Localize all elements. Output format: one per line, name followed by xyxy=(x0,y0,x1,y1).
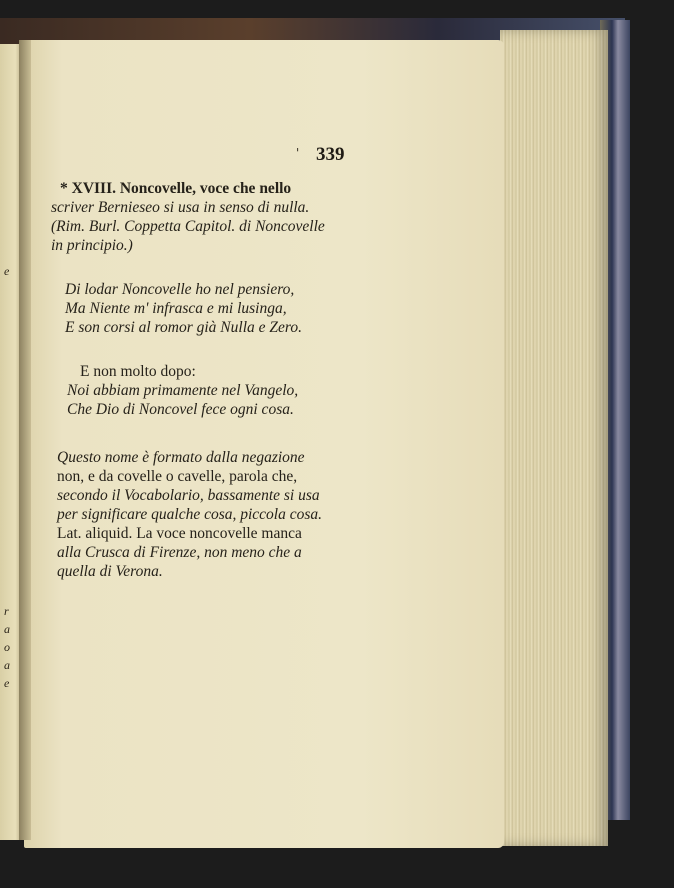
paragraph-line: per significare qualche cosa, piccola cosa. xyxy=(57,506,323,523)
verse-intro: E non molto dopo: xyxy=(80,363,196,380)
paragraph-line: quella di Verona. xyxy=(57,563,163,580)
verse-line: Di lodar Noncovelle ho nel pensiero, xyxy=(65,281,295,298)
verse-line: E son corsi al romor già Nulla e Zero. xyxy=(65,319,302,336)
left-page-fragment: a xyxy=(4,658,10,672)
paragraph-line: Lat. aliquid. La voce noncovelle manca xyxy=(57,525,302,542)
paragraph-line: secondo il Vocabolario, bassamente si usa xyxy=(57,487,320,504)
verse-line: Che Dio di Noncovel fece ogni cosa. xyxy=(67,401,294,418)
page-gutter xyxy=(19,40,31,840)
left-page-fragment: o xyxy=(4,640,10,654)
page-number: 339 xyxy=(316,144,345,165)
left-page-fragment: e xyxy=(4,676,10,690)
paragraph-line: alla Crusca di Firenze, non meno che a xyxy=(57,544,302,561)
paragraph-line: non, e da covelle o cavelle, parola che, xyxy=(57,468,298,485)
printer-mark: ' xyxy=(296,146,300,160)
verse-line: Noi abbiam primamente nel Vangelo, xyxy=(67,382,299,399)
entry-line: * XVIII. Noncovelle, voce che nello xyxy=(60,180,292,197)
left-page-fragment: a xyxy=(4,622,10,636)
paragraph-line: Questo nome è formato dalla negazione xyxy=(57,449,305,466)
page-stack-edges xyxy=(500,30,608,846)
verse-line: Ma Niente m' infrasca e mi lusinga, xyxy=(65,300,287,317)
entry-line: (Rim. Burl. Coppetta Capitol. di Noncovelle xyxy=(51,218,325,235)
entry-line: scriver Bernieseo si usa in senso di nulla. xyxy=(51,199,310,216)
left-page-fragment: r xyxy=(4,604,9,618)
left-page-fragment: e xyxy=(4,264,10,278)
book-page xyxy=(24,40,504,848)
entry-line: in principio.) xyxy=(51,237,133,254)
